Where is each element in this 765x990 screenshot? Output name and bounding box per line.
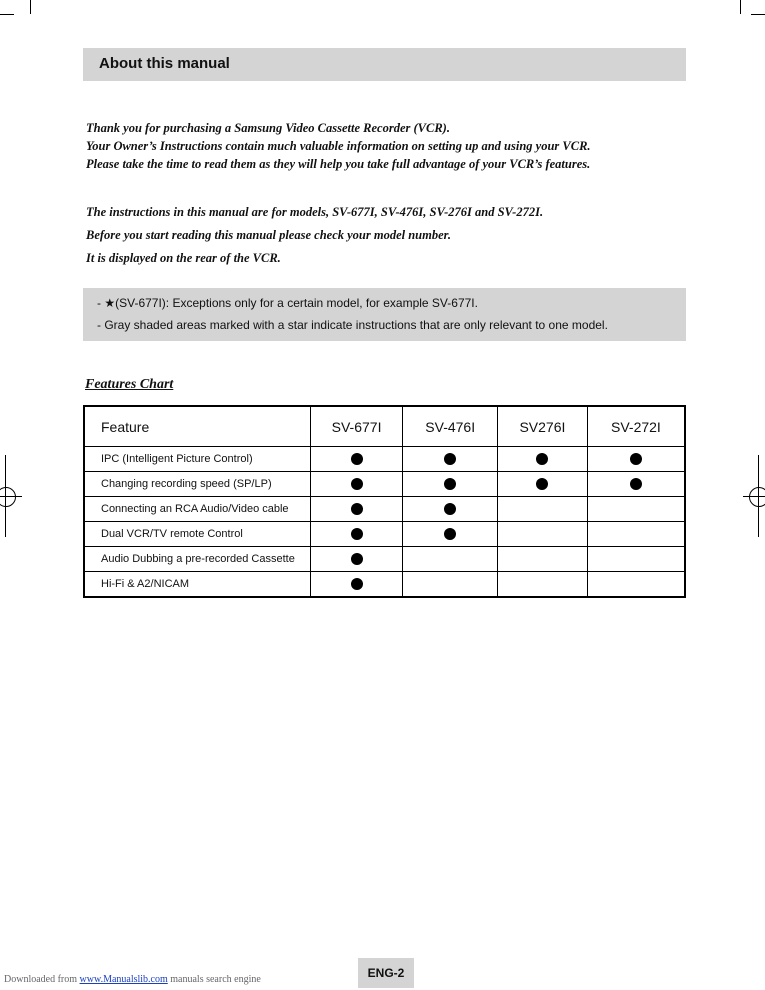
feature-name: Changing recording speed (SP/LP)	[84, 472, 310, 497]
column-header: Feature	[84, 406, 310, 447]
support-cell	[498, 572, 588, 598]
table-row	[84, 447, 685, 472]
supported-dot-icon	[536, 478, 548, 490]
support-cell	[587, 497, 685, 522]
column-header: SV276I	[498, 406, 588, 447]
supported-dot-icon	[444, 478, 456, 490]
table-row	[84, 472, 685, 497]
note-line-2: - Gray shaded areas marked with a star indicate instructions that are only relevant to one model.	[97, 318, 608, 332]
support-cell	[403, 572, 498, 598]
support-cell	[498, 497, 588, 522]
source-link[interactable]: www.Manualslib.com	[79, 974, 168, 985]
support-cell	[403, 447, 498, 472]
feature-name: Hi-Fi & A2/NICAM	[84, 572, 310, 598]
column-header: SV-476I	[403, 406, 498, 447]
support-cell	[310, 497, 403, 522]
support-cell	[310, 447, 403, 472]
supported-dot-icon	[444, 453, 456, 465]
supported-dot-icon	[630, 478, 642, 490]
support-cell	[587, 572, 685, 598]
registration-mark-icon	[0, 487, 16, 507]
support-cell	[498, 547, 588, 572]
source-prefix: Downloaded from	[4, 974, 80, 985]
feature-name: Connecting an RCA Audio/Video cable	[84, 497, 310, 522]
crop-mark	[30, 0, 31, 14]
features-table	[83, 405, 686, 598]
star-icon: ★	[104, 296, 116, 310]
page-number: ENG-2	[358, 958, 414, 988]
intro-line: Before you start reading this manual please check your model number.	[86, 228, 451, 242]
support-cell	[587, 447, 685, 472]
support-cell	[403, 547, 498, 572]
support-cell	[310, 547, 403, 572]
crop-mark	[0, 496, 22, 497]
supported-dot-icon	[536, 453, 548, 465]
features-chart-title: Features Chart	[85, 377, 174, 392]
supported-dot-icon	[351, 553, 363, 565]
supported-dot-icon	[630, 453, 642, 465]
supported-dot-icon	[351, 578, 363, 590]
intro-line: Thank you for purchasing a Samsung Video Cassette Recorder (VCR).	[86, 121, 450, 135]
intro-line: Your Owner’s Instructions contain much valuable information on setting up and using your VCR.	[86, 139, 591, 153]
support-cell	[498, 472, 588, 497]
note-line-1	[97, 296, 478, 310]
supported-dot-icon	[444, 503, 456, 515]
support-cell	[403, 522, 498, 547]
table-row	[84, 547, 685, 572]
support-cell	[310, 522, 403, 547]
note-box	[83, 288, 686, 341]
crop-mark	[751, 14, 765, 15]
support-cell	[498, 522, 588, 547]
section-title: About this manual	[99, 55, 230, 72]
note-dash: -	[97, 296, 105, 310]
intro-line: Please take the time to read them as they will help you take full advantage of your VCR’s features.	[86, 157, 591, 171]
feature-name: IPC (Intelligent Picture Control)	[84, 447, 310, 472]
intro-line: It is displayed on the rear of the VCR.	[86, 251, 281, 265]
table-row	[84, 572, 685, 598]
support-cell	[587, 472, 685, 497]
registration-mark-icon	[749, 487, 765, 507]
support-cell	[587, 547, 685, 572]
support-cell	[498, 447, 588, 472]
crop-mark	[0, 14, 14, 15]
column-header: SV-677I	[310, 406, 403, 447]
support-cell	[403, 472, 498, 497]
crop-mark	[743, 496, 765, 497]
column-header: SV-272I	[587, 406, 685, 447]
supported-dot-icon	[444, 528, 456, 540]
download-source	[4, 974, 261, 985]
section-header	[83, 48, 686, 81]
table-header-row	[84, 406, 685, 447]
support-cell	[310, 472, 403, 497]
supported-dot-icon	[351, 478, 363, 490]
support-cell	[587, 522, 685, 547]
support-cell	[403, 497, 498, 522]
crop-mark	[740, 0, 741, 14]
feature-name: Audio Dubbing a pre-recorded Cassette	[84, 547, 310, 572]
table-row	[84, 522, 685, 547]
source-suffix: manuals search engine	[167, 974, 261, 985]
intro-line: The instructions in this manual are for models, SV-677I, SV-476I, SV-276I and SV-272I.	[86, 205, 544, 219]
feature-name: Dual VCR/TV remote Control	[84, 522, 310, 547]
table-row	[84, 497, 685, 522]
note-text: (SV-677I): Exceptions only for a certain model, for example SV-677I.	[115, 296, 478, 310]
supported-dot-icon	[351, 528, 363, 540]
support-cell	[310, 572, 403, 598]
intro-paragraph-1	[86, 119, 591, 173]
supported-dot-icon	[351, 503, 363, 515]
supported-dot-icon	[351, 453, 363, 465]
intro-paragraph-2	[86, 201, 543, 270]
